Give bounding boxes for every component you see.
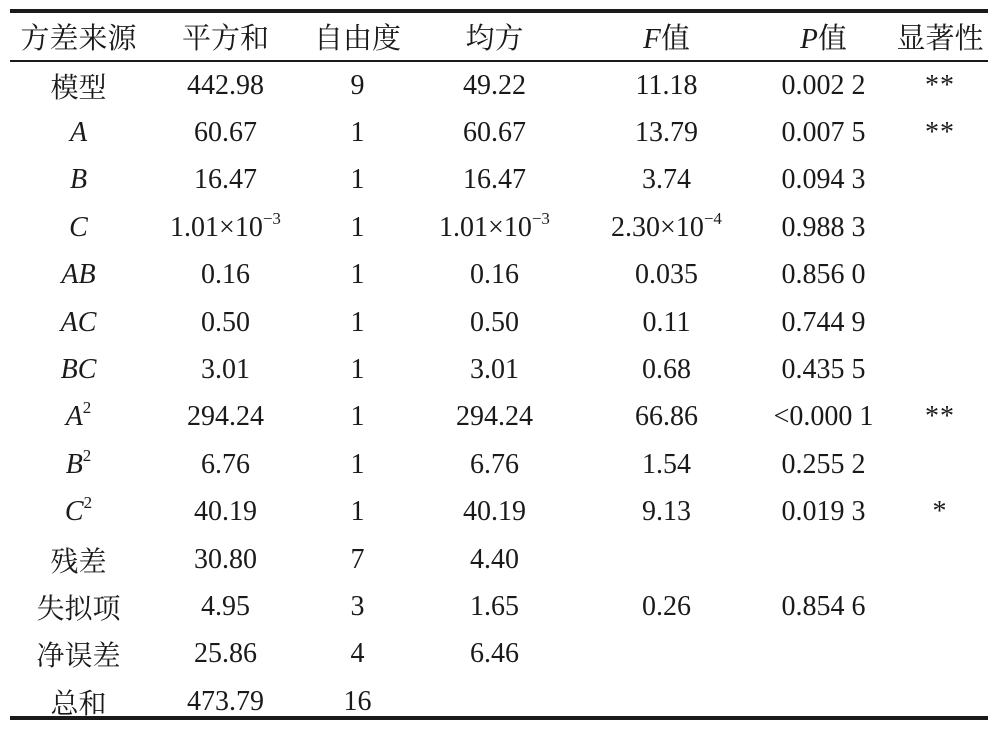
mean-square-cell (411, 252, 578, 299)
degrees-of-freedom-cell (304, 631, 411, 678)
significance-cell-value: * (932, 496, 948, 528)
degrees-of-freedom-cell-value: 1 (350, 117, 365, 149)
degrees-of-freedom-cell-value: 1 (350, 164, 365, 196)
significance-cell (892, 252, 988, 299)
f-value-cell-value: 3.74 (642, 164, 691, 196)
sum-of-squares-cell-value: 6.76 (201, 448, 250, 480)
p-value-cell-value: 0.435 5 (781, 354, 866, 386)
mean-square-cell (411, 631, 578, 678)
table-row (10, 678, 988, 725)
mean-square-cell-value: 4.40 (470, 543, 519, 575)
degrees-of-freedom-cell-value: 1 (350, 354, 365, 386)
degrees-of-freedom-cell-value: 1 (350, 259, 365, 291)
mean-square-cell (411, 441, 578, 488)
table-row (10, 394, 988, 441)
p-value-cell (755, 441, 892, 488)
source-cell (10, 157, 147, 204)
f-value-cell (578, 536, 755, 583)
mean-square-cell-value: 0.50 (470, 306, 519, 338)
sum-of-squares-cell-value: 4.95 (201, 590, 250, 622)
p-value-cell-value: 0.255 2 (781, 448, 866, 480)
f-value-cell-value: 0.68 (642, 354, 691, 386)
significance-cell (892, 441, 988, 488)
mean-square-cell (411, 204, 578, 251)
table-row (10, 299, 988, 346)
f-value-cell-value: 11.18 (635, 69, 698, 101)
p-value-cell (755, 678, 892, 725)
mean-square-cell-value: 1.01×10 (439, 211, 532, 243)
table-row (10, 536, 988, 583)
significance-cell-value: ** (925, 401, 955, 433)
source-cell (10, 60, 147, 109)
f-value-cell-value: 13.79 (635, 117, 698, 149)
degrees-of-freedom-cell (304, 252, 411, 299)
degrees-of-freedom-cell-value: 1 (350, 496, 365, 528)
degrees-of-freedom-cell (304, 109, 411, 156)
table-row (10, 204, 988, 251)
source-cell-exponent: 2 (82, 398, 92, 418)
significance-cell (892, 583, 988, 630)
f-value-cell (578, 109, 755, 156)
significance-cell-value: ** (925, 117, 955, 149)
table-row (10, 60, 988, 109)
mean-square-cell-value: 16.47 (463, 164, 526, 196)
sum-of-squares-cell-value: 40.19 (194, 496, 257, 528)
significance-cell (892, 204, 988, 251)
sum-of-squares-cell-value: 60.67 (194, 117, 257, 149)
degrees-of-freedom-cell-value: 1 (350, 306, 365, 338)
f-value-cell-value: 2.30×10 (611, 211, 704, 243)
degrees-of-freedom-cell (304, 489, 411, 536)
significance-cell (892, 299, 988, 346)
f-value-cell (578, 252, 755, 299)
p-value-cell-value: 0.002 2 (781, 69, 866, 101)
mean-square-cell-value: 6.76 (470, 448, 519, 480)
sum-of-squares-cell (147, 441, 304, 488)
sum-of-squares-cell (147, 60, 304, 109)
p-value-cell (755, 299, 892, 346)
source-cell (10, 394, 147, 441)
sum-of-squares-cell-value: 0.50 (201, 306, 250, 338)
degrees-of-freedom-cell-value: 7 (350, 543, 365, 575)
significance-cell (892, 346, 988, 393)
source-cell-value: B (65, 448, 83, 480)
source-cell-value: 模型 (50, 72, 107, 104)
f-value-cell-value: 0.035 (635, 259, 698, 291)
sum-of-squares-cell (147, 252, 304, 299)
degrees-of-freedom-cell (304, 441, 411, 488)
mean-square-cell (411, 109, 578, 156)
header-p-value (755, 13, 892, 60)
significance-cell (892, 536, 988, 583)
significance-cell (892, 631, 988, 678)
sum-of-squares-cell (147, 346, 304, 393)
source-cell (10, 299, 147, 346)
source-cell (10, 536, 147, 583)
source-cell-value: AC (60, 306, 97, 338)
mean-square-cell (411, 157, 578, 204)
header-significance: 显著性 (896, 23, 984, 55)
f-value-cell (578, 157, 755, 204)
header-p-letter: P (800, 23, 818, 55)
f-value-cell (578, 299, 755, 346)
sum-of-squares-cell-value: 16.47 (194, 164, 257, 196)
mean-square-cell-value: 294.24 (456, 401, 533, 433)
sum-of-squares-cell-exponent: −3 (262, 208, 281, 228)
p-value-cell (755, 346, 892, 393)
f-value-cell (578, 678, 755, 725)
mean-square-cell-value: 1.65 (470, 590, 519, 622)
table-row (10, 346, 988, 393)
sum-of-squares-cell-value: 3.01 (201, 354, 250, 386)
source-cell-value: 总和 (50, 688, 107, 720)
table-row (10, 441, 988, 488)
significance-cell (892, 489, 988, 536)
sum-of-squares-cell (147, 299, 304, 346)
header-row (10, 13, 988, 60)
source-cell (10, 346, 147, 393)
source-cell (10, 631, 147, 678)
f-value-cell-value: 1.54 (642, 448, 691, 480)
header-f-value (578, 13, 755, 60)
significance-cell (892, 678, 988, 725)
p-value-cell (755, 109, 892, 156)
header-f-letter: F (643, 23, 661, 55)
header-sum-of-squares: 平方和 (181, 23, 269, 55)
mean-square-cell-value: 0.16 (470, 259, 519, 291)
f-value-cell-value: 66.86 (635, 401, 698, 433)
sum-of-squares-cell (147, 536, 304, 583)
degrees-of-freedom-cell (304, 157, 411, 204)
source-cell (10, 583, 147, 630)
mean-square-cell (411, 489, 578, 536)
f-value-cell (578, 631, 755, 678)
degrees-of-freedom-cell-value: 16 (343, 685, 372, 717)
sum-of-squares-cell (147, 394, 304, 441)
sum-of-squares-cell (147, 631, 304, 678)
header-f-suffix: 值 (660, 23, 690, 55)
p-value-cell (755, 204, 892, 251)
mean-square-cell-value: 40.19 (463, 496, 526, 528)
f-value-cell (578, 60, 755, 109)
source-cell-value: C (69, 211, 88, 243)
source-cell-exponent: 2 (83, 493, 93, 513)
p-value-cell (755, 157, 892, 204)
table-row (10, 252, 988, 299)
anova-table (10, 13, 988, 725)
source-cell-value: C (64, 496, 84, 528)
source-cell-value: A (65, 401, 83, 433)
degrees-of-freedom-cell (304, 299, 411, 346)
sum-of-squares-cell-value: 473.79 (187, 685, 264, 717)
p-value-cell (755, 583, 892, 630)
p-value-cell-value: 0.019 3 (781, 496, 866, 528)
p-value-cell (755, 252, 892, 299)
degrees-of-freedom-cell (304, 678, 411, 725)
header-source: 方差来源 (20, 23, 137, 55)
sum-of-squares-cell (147, 157, 304, 204)
source-cell (10, 489, 147, 536)
p-value-cell-value: 0.856 0 (781, 259, 866, 291)
source-cell-value: 失拟项 (36, 593, 121, 625)
mean-square-cell-value: 49.22 (463, 69, 526, 101)
significance-cell (892, 157, 988, 204)
f-value-cell (578, 204, 755, 251)
mean-square-cell (411, 299, 578, 346)
source-cell-exponent: 2 (82, 445, 92, 465)
p-value-cell-value: 0.744 9 (781, 306, 866, 338)
source-cell-value: B (69, 164, 88, 196)
degrees-of-freedom-cell (304, 60, 411, 109)
degrees-of-freedom-cell-value: 4 (350, 638, 365, 670)
f-value-cell-value: 0.26 (642, 590, 691, 622)
p-value-cell-value: 0.094 3 (781, 164, 866, 196)
source-cell (10, 252, 147, 299)
sum-of-squares-cell (147, 204, 304, 251)
mean-square-cell (411, 678, 578, 725)
mean-square-cell (411, 346, 578, 393)
degrees-of-freedom-cell-value: 1 (350, 448, 365, 480)
source-cell (10, 109, 147, 156)
degrees-of-freedom-cell-value: 3 (350, 590, 365, 622)
table-body (10, 60, 988, 725)
f-value-cell (578, 583, 755, 630)
f-value-cell (578, 394, 755, 441)
sum-of-squares-cell-value: 0.16 (201, 259, 250, 291)
header-p-suffix: 值 (817, 23, 847, 55)
significance-cell (892, 109, 988, 156)
mean-square-cell-value: 3.01 (470, 354, 519, 386)
source-cell (10, 204, 147, 251)
f-value-cell (578, 441, 755, 488)
source-cell-value: 残差 (50, 546, 107, 578)
source-cell (10, 678, 147, 725)
p-value-cell-value: <0.000 1 (773, 401, 874, 433)
p-value-cell (755, 489, 892, 536)
p-value-cell (755, 60, 892, 109)
mean-square-cell (411, 60, 578, 109)
source-cell-value: AB (61, 259, 96, 291)
p-value-cell (755, 394, 892, 441)
degrees-of-freedom-cell (304, 583, 411, 630)
table-row (10, 157, 988, 204)
degrees-of-freedom-cell (304, 536, 411, 583)
mean-square-cell (411, 583, 578, 630)
sum-of-squares-cell-value: 294.24 (187, 401, 264, 433)
f-value-cell-value: 0.11 (642, 306, 691, 338)
sum-of-squares-cell (147, 678, 304, 725)
sum-of-squares-cell-value: 442.98 (187, 69, 264, 101)
table-row (10, 109, 988, 156)
p-value-cell (755, 631, 892, 678)
sum-of-squares-cell-value: 1.01×10 (170, 211, 263, 243)
degrees-of-freedom-cell (304, 394, 411, 441)
table-row (10, 631, 988, 678)
sum-of-squares-cell (147, 109, 304, 156)
table-row (10, 583, 988, 630)
significance-cell (892, 60, 988, 109)
source-cell (10, 441, 147, 488)
f-value-cell-exponent: −4 (703, 208, 722, 228)
mean-square-cell-exponent: −3 (531, 208, 550, 228)
degrees-of-freedom-cell (304, 204, 411, 251)
mean-square-cell (411, 394, 578, 441)
sum-of-squares-cell (147, 583, 304, 630)
degrees-of-freedom-cell (304, 346, 411, 393)
p-value-cell-value: 0.988 3 (781, 211, 866, 243)
source-cell-value: A (69, 117, 88, 149)
f-value-cell-value: 9.13 (642, 496, 691, 528)
table-row (10, 489, 988, 536)
degrees-of-freedom-cell-value: 1 (350, 211, 365, 243)
sum-of-squares-cell-value: 30.80 (194, 543, 257, 575)
degrees-of-freedom-cell-value: 9 (350, 69, 365, 101)
significance-cell-value: ** (925, 69, 955, 101)
p-value-cell (755, 536, 892, 583)
p-value-cell-value: 0.007 5 (781, 117, 866, 149)
p-value-cell-value: 0.854 6 (781, 590, 866, 622)
sum-of-squares-cell (147, 489, 304, 536)
mean-square-cell-value: 6.46 (470, 638, 519, 670)
f-value-cell (578, 489, 755, 536)
significance-cell (892, 394, 988, 441)
mean-square-cell-value: 60.67 (463, 117, 526, 149)
header-mean-square: 均方 (465, 23, 524, 55)
sum-of-squares-cell-value: 25.86 (194, 638, 257, 670)
source-cell-value: BC (60, 354, 97, 386)
f-value-cell (578, 346, 755, 393)
degrees-of-freedom-cell-value: 1 (350, 401, 365, 433)
source-cell-value: 净误差 (36, 641, 121, 673)
header-degrees-of-freedom: 自由度 (313, 23, 401, 55)
mean-square-cell (411, 536, 578, 583)
